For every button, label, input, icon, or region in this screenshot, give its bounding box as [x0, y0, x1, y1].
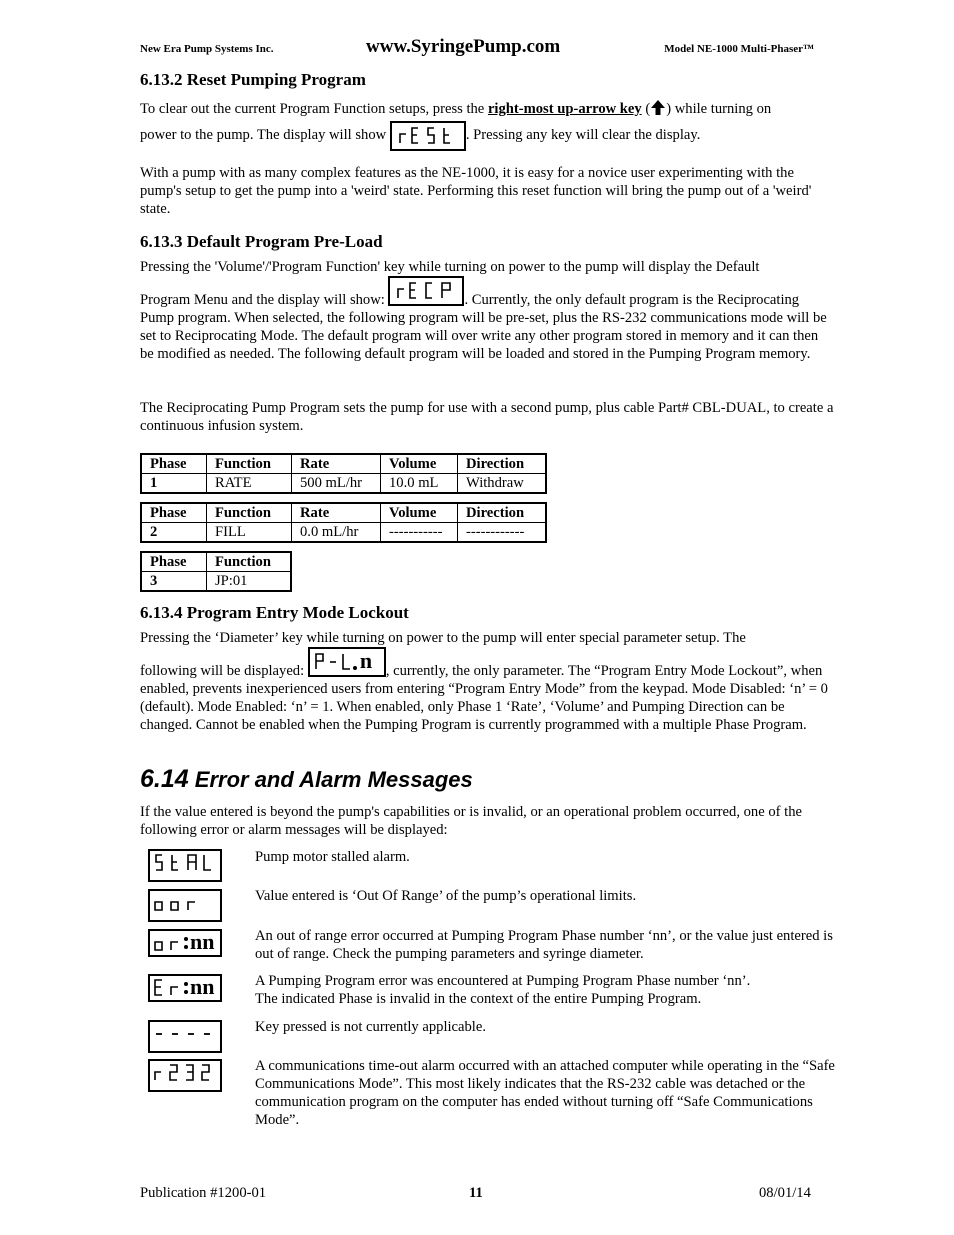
footer-page-number: 11: [469, 1185, 483, 1201]
lcd-display-rest: [390, 121, 466, 151]
section-heading-6-13-2: 6.13.2 Reset Pumping Program: [140, 70, 366, 89]
company-name: New Era Pump Systems Inc.: [140, 43, 274, 55]
program-table-phase-2: [140, 502, 547, 543]
paragraph-lockout-2: following will be displayed: n , currently, the only parameter. The “Program Entry Mode Lockout”, when enabled, prevents inexperienced users from entering “Program Entry Mode” from the keypad. Mode Disabled: ‘n’ = 0 (default). Mode Enabled: ‘n’ = 1. When enabled, only Phase 1 ‘Rate’, ‘Volume’ and Pumping Direction can be changed. Cannot be enabled when the Pumping Program is currently programmed with a multiple Phase Program.: [140, 648, 828, 733]
lcd-display-pln: [308, 647, 386, 677]
footer-date: 08/01/14: [759, 1185, 811, 1201]
lcd-display-stal: [148, 849, 222, 882]
lcd-suffix: nn: [190, 974, 215, 999]
table-row: 3 JP:01: [141, 572, 291, 592]
alarm-message-4: A Pumping Program error was encountered at Pumping Program Phase number ‘nn’. The indicated Phase is invalid in the context of the entire Pumping Program.: [255, 973, 751, 1007]
program-table-phase-1: [140, 453, 547, 494]
lcd-display-er-nn: [148, 974, 222, 1002]
section-heading-6-13-4: 6.13.4 Program Entry Mode Lockout: [140, 603, 409, 622]
paragraph-reset-1: To clear out the current Program Function setups, press the right-most up-arrow key ( ) while turning on: [140, 101, 772, 117]
alarm-message-5: Key pressed is not currently applicable.: [255, 1019, 486, 1035]
table-header-row: Phase Function Rate Volume Direction: [141, 503, 546, 523]
table-header-row: Phase Function Rate Volume Direction: [141, 454, 546, 474]
lcd-display-recp: [388, 276, 464, 306]
lcd-suffix: n: [359, 648, 373, 673]
paragraph-lockout-1: Pressing the ‘Diameter’ key while turning on power to the pump will enter special parameter setup. The: [140, 630, 746, 646]
alarm-message-2: Value entered is ‘Out Of Range’ of the pump’s operational limits.: [255, 888, 637, 904]
key-reference: right-most up-arrow key: [487, 101, 642, 117]
lcd-display-oor: [148, 889, 222, 922]
lcd-display-dashes: [148, 1020, 222, 1053]
lcd-suffix: nn: [190, 929, 215, 954]
section-heading-6-13-3: 6.13.3 Default Program Pre-Load: [140, 232, 383, 251]
model-name: Model NE-1000 Multi-Phaser™: [664, 43, 814, 55]
lcd-display-r232: [148, 1059, 222, 1092]
table-header-row: Phase Function: [141, 552, 291, 572]
paragraph-alarms-intro: If the value entered is beyond the pump's capabilities or is invalid, or an operational problem occurred, one of the following error or alarm messages will be displayed:: [140, 804, 802, 838]
alarm-message-1: Pump motor stalled alarm.: [255, 849, 410, 865]
footer-publication: Publication #1200-01: [140, 1185, 267, 1201]
page-header: [140, 36, 814, 60]
table-row: 2 FILL 0.0 mL/hr ----------- ------------: [141, 523, 546, 543]
paragraph-reset-2: power to the pump. The display will show . Pressing any key will clear the display.: [140, 119, 834, 151]
paragraph-default-3: The Reciprocating Pump Program sets the pump for use with a second pump, plus cable Part# CBL-DUAL, to create a continuous infusion system.: [140, 400, 834, 434]
alarm-message-3: An out of range error occurred at Pumping Program Phase number ‘nn’, or the value just entered is out of range. Check the pumping parameters and syringe diameter.: [255, 928, 833, 962]
website: www.SyringePump.com: [366, 36, 561, 57]
up-arrow-icon: [650, 99, 666, 116]
paragraph-default-1: Pressing the 'Volume'/'Program Function' key while turning on power to the pump will display the Default: [140, 259, 760, 275]
table-row: 1 RATE 500 mL/hr 10.0 mL Withdraw: [141, 474, 546, 494]
paragraph-reset-3: With a pump with as many complex features as the NE-1000, it is easy for a novice user experimenting with the pump's setup to get the pump into a 'weird' state. Performing this reset function will bring the pump out of a 'weird' state.: [140, 165, 812, 217]
lcd-display-or-nn: [148, 929, 222, 957]
section-heading-6-14: 6.14 Error and Alarm Messages: [140, 765, 473, 793]
paragraph-default-2: Program Menu and the display will show: . Currently, the only default program is the Reciprocating Pump program. When selected, the following program will be pre-set, plus the RS-232 communications mode will be set to Reciprocating Mode. The default program will over write any other program stored in memory and it can then be modified as needed. The following default program will be loaded and stored in the Pumping Program memory.: [140, 276, 834, 363]
alarm-message-6: A communications time-out alarm occurred with an attached computer while operating in the “Safe Communications Mode”. This most likely indicates that the RS-232 cable was detached or the communication program on the computer has ended without turning off “Safe Communications Mode”.: [255, 1058, 835, 1128]
program-table-phase-3: [140, 551, 292, 592]
